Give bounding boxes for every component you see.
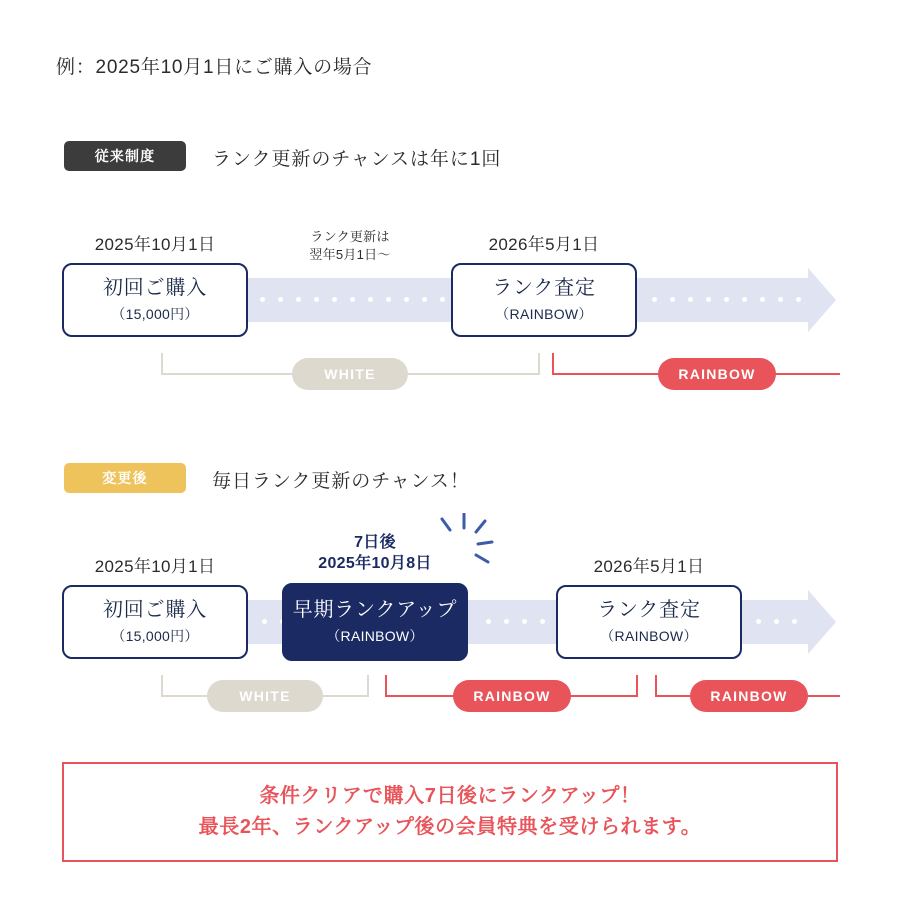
rank-pill-legacy-white: WHITE xyxy=(292,358,408,390)
node-legacy-rank-assessment-sub: （RAINBOW） xyxy=(495,306,593,322)
caption-new-early-line2: 2025年10月8日 xyxy=(318,555,432,572)
node-legacy-first-purchase xyxy=(62,263,248,337)
node-new-rank-assessment-title: ランク査定 xyxy=(597,599,701,621)
rank-tick-legacy-rainbow-start xyxy=(552,353,554,374)
rank-pill-new-rainbow-1: RAINBOW xyxy=(453,680,571,712)
rank-tick-new-rainbow1-end xyxy=(636,675,638,696)
timeline-dots-new-2 xyxy=(486,619,545,624)
node-new-first-purchase-title: 初回ご購入 xyxy=(103,599,207,621)
node-legacy-first-purchase-title: 初回ご購入 xyxy=(103,277,207,299)
rank-pill-new-white: WHITE xyxy=(207,680,323,712)
caption-new-purchase-date: 2025年10月1日 xyxy=(94,557,216,576)
timeline-arrow-head-new xyxy=(808,590,836,654)
node-new-first-purchase xyxy=(62,585,248,659)
rank-tick-legacy-white-start xyxy=(161,353,163,374)
badge-new-system: 変更後 xyxy=(64,463,186,493)
caption-new-early-line1: 7日後 xyxy=(354,534,396,551)
node-new-first-purchase-sub: （15,000円） xyxy=(111,628,199,644)
node-legacy-rank-assessment-title: ランク査定 xyxy=(492,277,596,299)
rank-pill-new-rainbow-2: RAINBOW xyxy=(690,680,808,712)
rank-pill-legacy-rainbow: RAINBOW xyxy=(658,358,776,390)
rank-tick-new-rainbow2-start xyxy=(655,675,657,696)
node-legacy-rank-assessment xyxy=(451,263,637,337)
rank-tick-new-white-start xyxy=(161,675,163,696)
caption-new-assessment-date: 2026年5月1日 xyxy=(593,557,705,576)
caption-legacy-update-note-line1: ランク更新は xyxy=(310,229,390,244)
node-new-early-rank-up-sub: （RAINBOW） xyxy=(326,628,424,644)
node-new-early-rank-up xyxy=(282,583,468,661)
caption-legacy-assessment-date: 2026年5月1日 xyxy=(488,235,600,254)
caption-legacy-purchase-date: 2025年10月1日 xyxy=(94,235,216,254)
timeline-dots-legacy-2 xyxy=(652,297,801,302)
section-title-new: 毎日ランク更新のチャンス！ xyxy=(212,471,470,492)
node-new-rank-assessment-sub: （RAINBOW） xyxy=(600,628,698,644)
rank-tick-legacy-white-end xyxy=(538,353,540,374)
rank-tick-new-rainbow1-start xyxy=(385,675,387,696)
intro-text: 例：2025年10月1日にご購入の場合 xyxy=(56,57,373,78)
badge-legacy-system: 従来制度 xyxy=(64,141,186,171)
note-line-1: 条件クリアで購入7日後にランクアップ！ xyxy=(259,785,641,807)
node-new-rank-assessment xyxy=(556,585,742,659)
node-new-early-rank-up-title: 早期ランクアップ xyxy=(292,599,458,621)
note-line-2: 最長2年、ランクアップ後の会員特典を受けられます。 xyxy=(198,816,702,838)
node-legacy-first-purchase-sub: （15,000円） xyxy=(111,306,199,322)
section-title-legacy: ランク更新のチャンスは年に1回 xyxy=(212,149,502,170)
timeline-dots-legacy-1 xyxy=(260,297,481,302)
timeline-dots-new-3 xyxy=(756,619,797,624)
caption-legacy-update-note-line2: 翌年5月1日〜 xyxy=(309,247,391,262)
rank-tick-new-white-end xyxy=(367,675,369,696)
note-box xyxy=(62,762,838,862)
timeline-arrow-head-legacy xyxy=(808,268,836,332)
